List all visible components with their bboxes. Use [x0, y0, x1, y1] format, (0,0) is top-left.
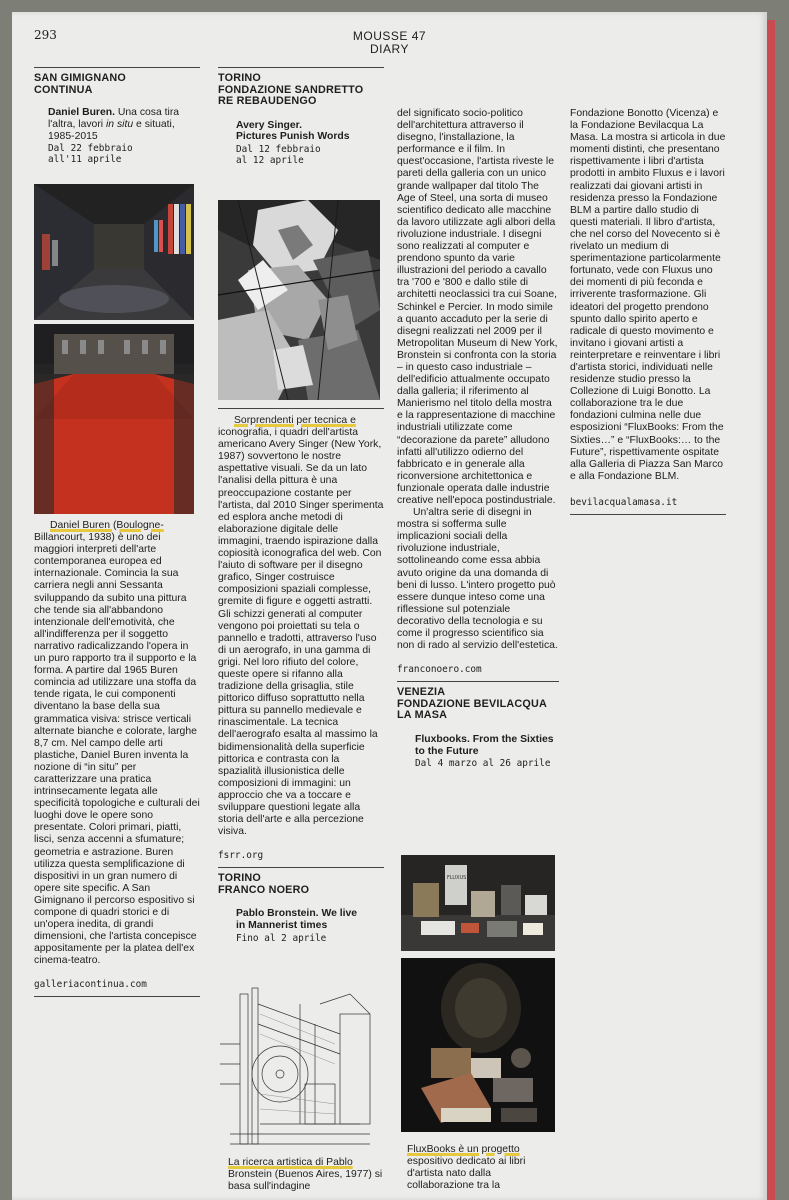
exhibition-dates: Dal 12 febbraio al 12 aprile [236, 144, 321, 167]
venue-url[interactable]: galleriacontinua.com [34, 979, 147, 991]
section-venue: FONDAZIONE BEVILACQUA [397, 697, 547, 710]
buren-photo-corridor [34, 184, 194, 320]
article-body: del significato socio-politico dell'architettura attraverso il disegno, l'installazione, la performance e il film. In quest'occasione, l'artista riveste le pareti della galleria con un unico grande wallpaper dal titolo The Age of Steel, una sorta di museo scientifico dedicato alle macchine da lavoro utilizzate agli albori della rivoluzione industriale. I disegni sono realizzati al computer e prendono spunto da varie illustrazioni del periodo a cavallo tra '700 e '800 e dallo stile di architetti neoclassici tra cui Soane, Schinkel e Percier. In modo simile a quanto accaduto per la serie di disegni realizzati nel 2009 per il Metropolitan Museum di New York, Bronstein si confronta con la storia – in questo caso industriale – dell'edificio attualmente occupato dalla galleria; il riferimento al Manierismo nel titolo della mostra e la rappresentazione di macchine industriali utilizzate come “decorazione da parete” alludono infatti all'utilizzo odierno del fabbricato e in generale alla riconversione architettonica e funzionale operata dalle industrie creative nell'epoca postindustriale. [397, 108, 558, 506]
article-body: Fondazione Bonotto (Vicenza) e la Fondazione Bevilacqua La Masa. La mostra si articola in due momenti distinti, che presentano rispettivamente i libri d'artista prodotti in ambito Fluxus e i lavori realizzati dai giovani artisti in residenza presso la Fondazione BLM a partire dallo studio di questi materiali. Il libro d'artista, che nel corso del Novecento si è rivelato un medium di sperimentazione particolarmente fortunato, vede con Fluxus uno dei momenti di più feconda e irriverente trasformazione. Gli ideatori del progetto prendono spunto dallo spirito aperto e radicale di questo movimento e invitano i giovani artisti a reinterpretare e reinventare i libri d'artista storici, individuati nelle residenze studio presso la Collezione di Luigi Bonotto. La collaborazione tra le due fondazioni culmina nelle due esposizioni “FluxBooks: From the Sixties…” e “FluxBooks:… to the Future”, rispettivamente ospitate alla Galleria di Piazza San Marco e alla Fondazione BLM. [570, 108, 726, 482]
column-2-foot [228, 1157, 386, 1193]
exhibition-title: Fluxbooks. From the Sixties to the Future [415, 733, 554, 757]
singer-painting [218, 200, 380, 400]
lead-highlight: FluxBooks è un progetto [407, 1144, 520, 1155]
lead-highlight: La ricerca artistica di Pablo [228, 1157, 353, 1168]
magazine-page [12, 12, 767, 1200]
section-venue-2: RE REBAUDENGO [218, 95, 317, 107]
exhibition-title: Avery Singer. Pictures Punish Words [236, 119, 350, 143]
exhibition-dates: Fino al 2 aprile [236, 932, 327, 944]
section-city: VENEZIA [397, 686, 446, 699]
column-2 [218, 67, 384, 166]
venue-url[interactable]: franconoero.com [397, 664, 482, 676]
column-4 [570, 108, 726, 515]
magazine-title: MOUSSE 47 [352, 29, 427, 43]
section-rule [397, 681, 559, 682]
image-rule [218, 408, 384, 409]
page-edge [767, 20, 775, 1200]
exhibition-artist: Daniel Buren. [48, 107, 115, 118]
lead-highlight: Daniel Buren (Boulogne- [50, 520, 164, 531]
fluxbooks-photo-1 [401, 855, 555, 951]
column-2-body [218, 408, 384, 944]
column-1-body [34, 520, 200, 997]
section-venue: FRANCO NOERO [218, 883, 310, 896]
article-body: Billancourt, 1938) è uno dei maggiori interpreti dell'arte contemporanea europea ed internazionale. Cominciа la sua carriera negli anni Sessanta sviluppando da subito una pittura che tende sia all'abbandono intenzionale dell'emotività, che all'indifferenza per il soggetto narrativo radicalizzando l'opera in un puro rapporto tra il supporto e la forma. A partire dal 1965 Buren comincia ad utilizzare una stoffa da tende rigata, le cui componenti diventano la base della sua grammatica visiva: strisce verticali alternate bianche e colorate, larghe 8,7 cm. Nel campo delle arti plastiche, Daniel Buren inventa la nozione di “in situ” per caratterizzare una pratica intrinsecamente legata alle specificità topologiche e culturali dei luoghi dove le opere sono presentate. Colori primari, piatti, lisci, senza accenni a sfumature; geometria e astrazione. Buren utilizza questa semplificazione di dispositivi in un gran numero di opere site specific. A San Gimignano il percorso espositivo si compone di quadri storici e di un'opera inedita, di grandi dimensioni, che l'artista concepisce appositamente per la platea dell'ex cinema-teatro. [34, 532, 200, 967]
article-body: Bronstein (Buenos Aires, 1977) si basa sull'indagine [228, 1169, 383, 1193]
article-body-2: Un'altra serie di disegni in mostra si sofferma sulle implicazioni sociali della rivoluzione industriale, sottolineando come essa abbia avuto origine da una domanda di beni di lusso. L'intero progetto può essere dunque inteso come una riflessione sul potenziale decorativo della tecnologia e su come il progresso scientifico sia non di rado al servizio dell'estetica. [397, 507, 558, 652]
buren-photo-red-floor [34, 324, 194, 514]
column-3-foot [407, 1144, 557, 1192]
section-venue: FONDAZIONE SANDRETTO [218, 83, 364, 96]
end-rule [570, 514, 726, 515]
lead-highlight: Sorprendenti per tecnica e [234, 415, 356, 426]
fluxbooks-photo-2 [401, 958, 555, 1132]
section-city: TORINO [218, 72, 261, 84]
exhibition-title-b: e situati, 1985-2015 [48, 118, 175, 142]
page-header [12, 30, 767, 56]
page-number: 293 [34, 28, 57, 42]
section-rule [218, 867, 384, 868]
exhibition-dates: Dal 22 febbraio all'11 aprile [48, 143, 133, 166]
exhibition-dates: Dal 4 marzo al 26 aprile [415, 758, 551, 770]
exhibition-title [48, 107, 200, 142]
section-venue: CONTINUA [34, 83, 93, 96]
section-rule [34, 67, 200, 68]
column-1 [34, 67, 200, 165]
venue-url[interactable]: bevilacqualamasa.it [570, 496, 678, 508]
section-city: SAN GIMIGNANO [34, 72, 126, 84]
section-title: DIARY [370, 42, 409, 56]
exhibition-title-a: Una cosa tira l'altra, lavori [48, 107, 180, 130]
article-body: espositivo dedicato ai libri d'artista nato dalla collaborazione tra la [407, 1156, 526, 1192]
section-rule [218, 67, 384, 68]
section-city: TORINO [218, 872, 261, 885]
book-label: FLUXUS [447, 875, 467, 881]
bronstein-drawing [220, 984, 380, 1152]
end-rule [34, 996, 200, 997]
exhibition-title: Pablo Bronstein. We live in Mannerist times [236, 908, 358, 932]
section-venue-2: LA MASA [397, 709, 448, 722]
article-body: iconografia, i quadri dell'artista americano Avery Singer (New York, 1987) sovvertono le nostre aspettative visuali. Se da un lato l'analisi della pittura è una preoccupazione costante per l'artista, dal 2010 Singer sperimenta ed esplora anche metodi di elaborazione digitale delle immagini, traendo ispirazione dalla copiosità iconografica del web. Con l'aiuto di software per il disegno grafico, Singer costruisce composizioni spaziali complesse, gremite di figure e oggetti astratti. Gli schizzi generati al computer vengono poi proiettati su tela o pannello e tradotti, attraverso l'uso di un aerografo, in una gamma di grigi. Nel loro rifiuto del colore, queste opere si rifanno alla tradizione della grisaglia, stile pittorico diffuso soprattutto nella pittura su pannello medievale e rinascimentale. La tecnica dell'aerografo esalta al massimo la bidimensionalità della superficie pittorica e contrasta con la spazialità illusionistica delle composizioni di immagini: un approccio che va a toccare e sviluppare questioni legate alla storia dell'arte e alla percezione visiva. [218, 427, 384, 838]
exhibition-title-em: in situ [106, 118, 134, 130]
venue-url[interactable]: fsrr.org [218, 850, 264, 862]
column-3 [397, 108, 559, 769]
